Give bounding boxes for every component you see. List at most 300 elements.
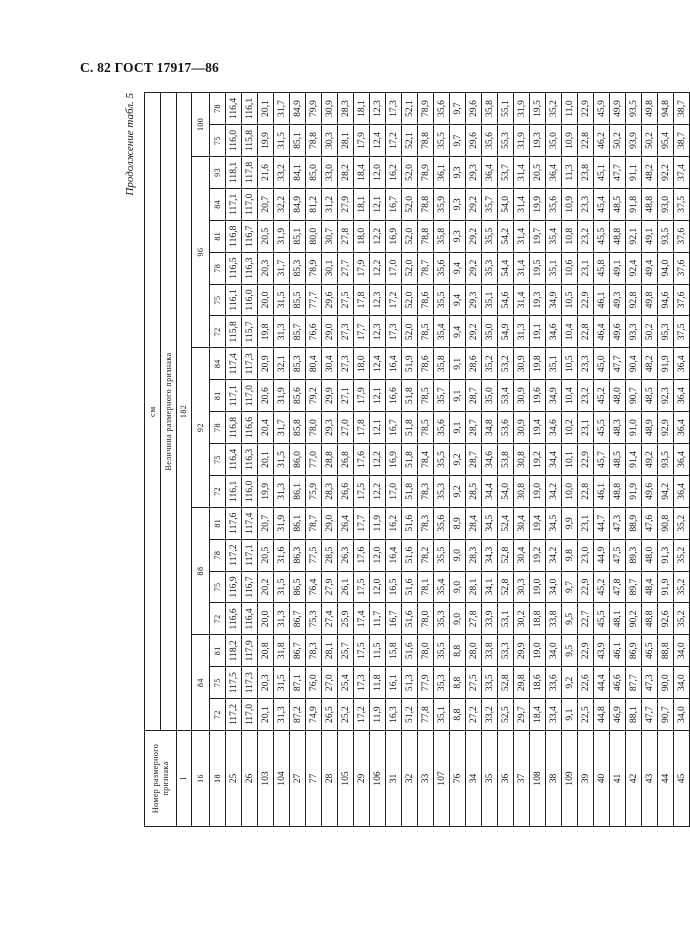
table-cell: 8,9 [450,507,466,539]
subcol-header: 84 [210,188,226,220]
table-cell: 27,8 [338,220,354,252]
table-cell: 25,2 [338,699,354,731]
table-cell: 33,8 [482,635,498,667]
table-cell: 55,3 [498,125,514,157]
group-header: 88 [192,507,210,635]
table-cell: 10,9 [562,125,578,157]
table-cell: 35,3 [434,667,450,699]
table-cell: 76,0 [306,667,322,699]
table-cell: 93,5 [658,220,674,252]
table-cell: 117,1 [226,188,242,220]
table-cell: 19,9 [530,188,546,220]
table-cell: 19,1 [530,316,546,348]
table-cell: 85,8 [290,412,306,444]
table-row [466,92,482,826]
table-cell: 31,4 [514,284,530,316]
table-cell: 85,6 [290,380,306,412]
table-cell: 20,8 [258,635,274,667]
table-cell: 35,6 [434,92,450,124]
table-cell: 48,4 [642,571,658,603]
table-cell: 30,8 [514,475,530,507]
row-number-cell: 38 [546,731,562,827]
table-cell: 27,1 [338,380,354,412]
table-cell: 37,5 [674,316,690,348]
table-cell: 28,3 [338,92,354,124]
row-number-cell: 43 [642,731,658,827]
table-cell: 117,1 [226,380,242,412]
table-cell: 48,8 [642,188,658,220]
table-cell: 34,0 [546,635,562,667]
table-cell: 31,4 [514,156,530,188]
table-cell: 45,1 [594,156,610,188]
table-cell: 87,7 [626,667,642,699]
table-cell: 92,9 [658,412,674,444]
table-cell: 34,5 [482,507,498,539]
table-cell: 31,5 [274,667,290,699]
table-cell: 93,5 [626,92,642,124]
table-cell: 78,0 [418,603,434,635]
table-cell: 86,7 [290,635,306,667]
table-cell: 9,2 [450,443,466,475]
table-cell: 9,2 [450,475,466,507]
table-cell: 34,0 [674,699,690,731]
table-cell: 18,6 [530,667,546,699]
table-cell: 95,4 [658,125,674,157]
table-cell: 16,2 [386,156,402,188]
table-cell: 18,4 [354,156,370,188]
table-cell: 46,2 [594,125,610,157]
table-cell: 29,6 [466,92,482,124]
table-cell: 36,4 [674,412,690,444]
table-cell: 31,5 [274,125,290,157]
table-cell: 11,3 [562,156,578,188]
table-cell: 34,0 [674,667,690,699]
table-cell: 48,5 [642,380,658,412]
table-cell: 17,9 [354,380,370,412]
table-cell: 116,4 [226,92,242,124]
table-cell: 16,7 [386,188,402,220]
group-header: 100 [192,92,210,156]
table-cell: 51,6 [402,507,418,539]
table-cell: 80,4 [306,348,322,380]
table-cell: 12,1 [370,412,386,444]
table-cell: 86,7 [290,603,306,635]
table-cell: 12,2 [370,475,386,507]
table-cell: 32,1 [274,348,290,380]
table-cell: 51,9 [402,348,418,380]
table-cell: 52,5 [498,699,514,731]
table-cell: 51,8 [402,475,418,507]
table-cell: 78,8 [418,125,434,157]
table-cell: 85,1 [290,220,306,252]
table-row [530,92,546,826]
table-cell: 17,3 [386,316,402,348]
table-cell: 10,5 [562,348,578,380]
table-cell: 22,9 [578,92,594,124]
row-number-cell: 44 [658,731,674,827]
table-cell: 47,6 [642,507,658,539]
table-cell: 52,8 [498,667,514,699]
table-row [402,92,418,826]
table-cell: 90,7 [626,380,642,412]
table-cell: 93,9 [626,125,642,157]
table-cell: 31,3 [514,316,530,348]
table-cell: 44,7 [594,507,610,539]
table-cell: 35,2 [674,603,690,635]
table-cell: 17,5 [354,475,370,507]
table-cell: 35,6 [434,507,450,539]
table-cell: 35,6 [434,252,450,284]
row-number-cell: 29 [354,731,370,827]
table-cell: 20,7 [258,507,274,539]
table-cell: 29,0 [322,507,338,539]
table-cell: 27,7 [338,252,354,284]
table-cell: 9,3 [450,156,466,188]
table-cell: 86,9 [626,635,642,667]
table-cell: 53,2 [498,348,514,380]
table-cell: 26,4 [338,507,354,539]
table-cell: 30,2 [514,603,530,635]
table-cell: 33,9 [482,603,498,635]
table-cell: 54,0 [498,188,514,220]
table-cell: 16,9 [386,220,402,252]
table-cell: 77,0 [306,443,322,475]
table-cell: 44,4 [594,667,610,699]
table-cell: 17,7 [354,507,370,539]
table-cell: 78,1 [418,571,434,603]
table-cell: 52,0 [402,252,418,284]
table-cell: 116,7 [242,571,258,603]
table-row [642,92,658,826]
group-header: 92 [192,348,210,507]
table-cell: 19,2 [530,539,546,571]
table-cell: 17,3 [386,92,402,124]
table-cell: 22,9 [578,443,594,475]
table-cell: 17,8 [354,412,370,444]
table-cell: 9,8 [562,539,578,571]
table-cell: 23,2 [578,220,594,252]
table-cell: 12,0 [370,539,386,571]
table-row [674,92,690,826]
table-cell: 116,6 [226,603,242,635]
table-cell: 34,8 [482,412,498,444]
table-cell: 18,1 [354,188,370,220]
table-cell: 20,6 [258,380,274,412]
table-cell: 37,6 [674,220,690,252]
table-cell: 19,9 [258,475,274,507]
table-cell: 9,3 [450,220,466,252]
table-cell: 18,0 [354,220,370,252]
table-cell: 34,9 [546,380,562,412]
table-cell: 28,7 [466,443,482,475]
table-cell: 29,2 [466,220,482,252]
table-cell: 31,4 [514,252,530,284]
table-cell: 10,5 [562,284,578,316]
table-cell: 31,7 [274,252,290,284]
top-value: 182 [177,92,192,730]
table-cell: 50,2 [642,125,658,157]
table-cell: 49,3 [610,284,626,316]
table-cell: 20,1 [258,92,274,124]
table-cell: 19,3 [530,125,546,157]
table-cell: 48,2 [642,348,658,380]
table-row [274,92,290,826]
table-cell: 51,8 [402,412,418,444]
table-cell: 26,8 [338,443,354,475]
table-cell: 51,6 [402,635,418,667]
table-cell: 30,7 [322,220,338,252]
table-cell: 34,9 [546,284,562,316]
table-cell: 48,8 [610,220,626,252]
table-cell: 36,1 [434,156,450,188]
table-cell: 49,9 [610,92,626,124]
table-cell: 52,8 [498,571,514,603]
table-row [546,92,562,826]
table-cell: 85,7 [290,316,306,348]
table-cell: 17,8 [354,284,370,316]
table-cell: 31,2 [322,188,338,220]
table-cell: 93,3 [626,316,642,348]
table-cell: 19,5 [530,252,546,284]
table-cell: 37,5 [674,188,690,220]
table-cell: 29,7 [514,699,530,731]
table-cell: 51,6 [402,603,418,635]
row-number-cell: 76 [450,731,466,827]
table-cell: 86,1 [290,507,306,539]
table-cell: 52,8 [498,539,514,571]
table-cell: 92,4 [626,252,642,284]
table-cell: 48,5 [610,443,626,475]
subcol-header: 75 [210,284,226,316]
table-cell: 51,3 [402,667,418,699]
table-cell: 30,9 [514,380,530,412]
row-number-cell: 105 [338,731,354,827]
table-cell: 76,6 [306,316,322,348]
table-row [482,92,498,826]
table-cell: 22,5 [578,699,594,731]
table-cell: 22,8 [578,316,594,348]
table-cell: 75,3 [306,603,322,635]
table-cell: 35,0 [482,380,498,412]
table-cell: 8,8 [450,699,466,731]
table-cell: 78,9 [418,156,434,188]
row-number-cell: 37 [514,731,530,827]
table-cell: 117,6 [226,507,242,539]
table-cell: 11,8 [370,667,386,699]
row-number-cell: 107 [434,731,450,827]
table-cell: 116,3 [242,443,258,475]
table-cell: 31,9 [514,125,530,157]
table-cell: 30,9 [514,348,530,380]
subcol-header: 78 [210,252,226,284]
table-cell: 38,7 [674,92,690,124]
table-cell: 32,2 [274,188,290,220]
table-cell: 31,4 [514,188,530,220]
table-cell: 116,1 [226,284,242,316]
table-cell: 78,4 [418,443,434,475]
table-cell: 31,3 [274,603,290,635]
table-cell: 117,0 [242,380,258,412]
table-cell: 28,7 [466,380,482,412]
table-cell: 28,2 [338,156,354,188]
row-number-cell: 34 [466,731,482,827]
table-cell: 36,4 [674,443,690,475]
table-cell: 16,6 [386,380,402,412]
table-cell: 53,8 [498,443,514,475]
table-cell: 9,4 [450,284,466,316]
subcol-header: 78 [210,92,226,124]
table-cell: 22,6 [578,667,594,699]
table-cell: 47,3 [642,667,658,699]
row-number-cell: 27 [290,731,306,827]
table-cell: 78,3 [306,635,322,667]
table-cell: 35,7 [434,380,450,412]
table-cell: 28,6 [466,348,482,380]
table-cell: 49,1 [642,220,658,252]
row-label-top: I [177,731,192,827]
table-cell: 35,2 [674,571,690,603]
table-cell: 47,3 [610,507,626,539]
table-cell: 12,2 [370,443,386,475]
table-cell: 9,7 [450,92,466,124]
table-cell: 26,5 [322,699,338,731]
table-cell: 35,3 [482,252,498,284]
table-cell: 12,0 [370,156,386,188]
table-cell: 36,4 [674,380,690,412]
table-cell: 86,3 [290,539,306,571]
table-cell: 9,4 [450,252,466,284]
table-cell: 35,3 [434,603,450,635]
table-cell: 35,4 [434,316,450,348]
table-cell: 90,4 [626,348,642,380]
subcol-header: 72 [210,475,226,507]
table-cell: 92,3 [658,380,674,412]
table-cell: 18,8 [530,603,546,635]
table-cell: 116,9 [226,571,242,603]
table-cell: 29,2 [466,188,482,220]
table-cell: 27,9 [322,571,338,603]
row-number-cell: 35 [482,731,498,827]
row-number-cell: 108 [530,731,546,827]
subcol-header: 75 [210,571,226,603]
table-cell: 20,2 [258,571,274,603]
table-cell: 30,8 [514,443,530,475]
table-row [450,92,466,826]
table-cell: 115,8 [226,316,242,348]
table-cell: 85,0 [306,156,322,188]
table-cell: 78,8 [418,188,434,220]
table-cell: 35,3 [434,475,450,507]
table-cell: 46,9 [610,699,626,731]
table-cell: 26,1 [338,571,354,603]
table-cell: 30,9 [322,92,338,124]
table-cell: 30,3 [514,571,530,603]
table-cell: 50,2 [610,125,626,157]
table-cell: 45,2 [594,571,610,603]
table-cell: 31,3 [274,699,290,731]
table-cell: 51,8 [402,443,418,475]
table-cell: 22,9 [578,571,594,603]
table-cell: 12,4 [370,125,386,157]
table-cell: 88,9 [626,507,642,539]
subcol-header: 78 [210,412,226,444]
row-number-cell: 39 [578,731,594,827]
table-cell: 35,8 [434,220,450,252]
table-cell: 34,6 [546,412,562,444]
table-row [258,92,274,826]
table-cell: 48,0 [610,380,626,412]
table-cell: 46,1 [594,284,610,316]
table-cell: 34,1 [482,571,498,603]
row-number-cell: 28 [322,731,338,827]
table-cell: 115,8 [242,125,258,157]
table-cell: 29,2 [466,252,482,284]
table-cell: 117,9 [242,635,258,667]
table-cell: 12,4 [370,348,386,380]
table-cell: 78,7 [418,252,434,284]
table-cell: 35,2 [482,348,498,380]
table-cell: 45,9 [594,92,610,124]
table-cell: 9,7 [450,125,466,157]
table-cell: 74,9 [306,699,322,731]
table-cell: 52,1 [402,92,418,124]
table-cell: 88,8 [658,635,674,667]
table-cell: 46,4 [594,316,610,348]
table-row [354,92,370,826]
table-cell: 78,6 [418,348,434,380]
table-cell: 85,5 [290,284,306,316]
table-cell: 17,4 [354,603,370,635]
table-cell: 116,8 [226,412,242,444]
table-cell: 27,0 [322,667,338,699]
table-cell: 28,3 [322,475,338,507]
table-cell: 46,1 [610,635,626,667]
table-cell: 117,0 [242,188,258,220]
table-cell: 27,5 [466,667,482,699]
table-cell: 11,7 [370,603,386,635]
table-cell: 35,4 [546,220,562,252]
table-cell: 31,9 [514,92,530,124]
table-cell: 49,8 [642,92,658,124]
table-cell: 11,9 [370,507,386,539]
table-cell: 47,5 [610,539,626,571]
table-cell: 33,2 [274,156,290,188]
table-cell: 19,0 [530,475,546,507]
table-cell: 35,5 [434,125,450,157]
table-cell: 47,7 [610,156,626,188]
table-cell: 45,0 [594,348,610,380]
table-row [498,92,514,826]
table-cell: 19,8 [258,316,274,348]
table-cell: 116,0 [242,475,258,507]
table-cell: 52,0 [402,156,418,188]
table-cell: 90,0 [658,667,674,699]
table-cell: 35,1 [546,252,562,284]
table-cell: 35,2 [674,507,690,539]
table-cell: 78,8 [306,125,322,157]
table-cell: 117,2 [226,699,242,731]
table-cell: 117,8 [242,156,258,188]
table-cell: 52,0 [402,316,418,348]
table-row [514,92,530,826]
table-cell: 9,1 [450,348,466,380]
table-cell: 31,9 [274,220,290,252]
table-cell: 27,3 [338,348,354,380]
table-row [578,92,594,826]
table-cell: 12,1 [370,380,386,412]
table-cell: 28,8 [322,443,338,475]
table-cell: 35,5 [434,443,450,475]
